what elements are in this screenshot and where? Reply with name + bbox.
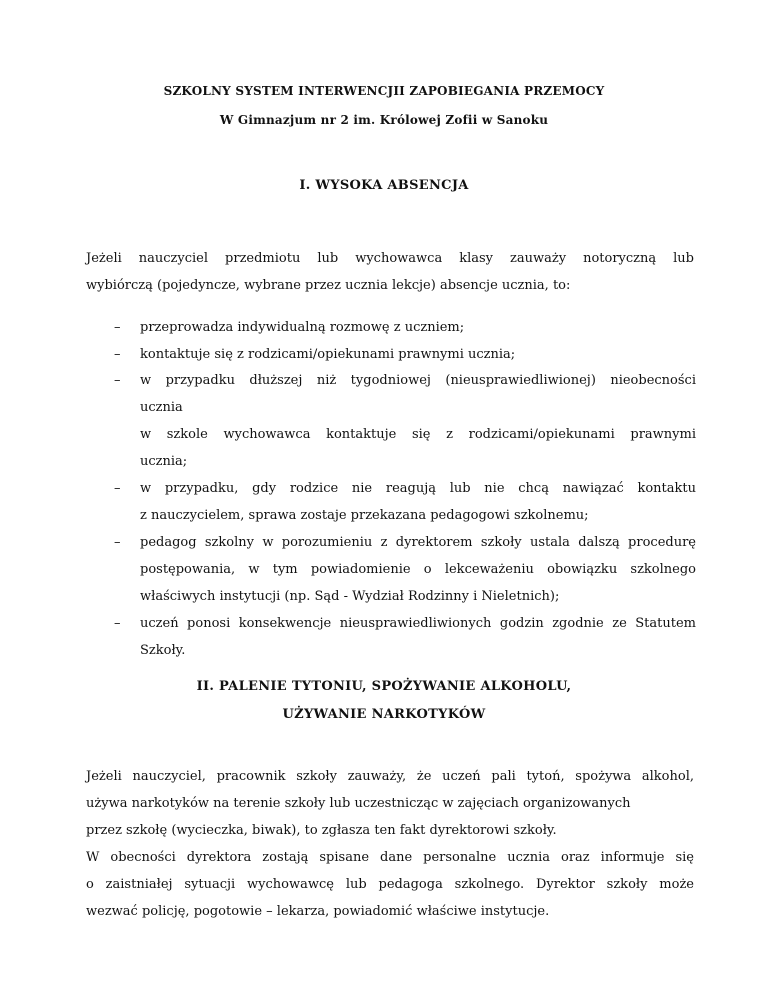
- list-item-text: w szkole wychowawca kontaktuje się z rodzicami/opiekunami prawnymi: [140, 427, 696, 442]
- body-line: wezwać policję, pogotowie – lekarza, powiadomić właściwe instytucje.: [86, 904, 550, 919]
- section-1-intro: [86, 245, 694, 299]
- body-line: Jeżeli nauczyciel, pracownik szkoły zauważy, że uczeń pali tytoń, spożywa alkohol,: [86, 769, 694, 784]
- list-item-text: z nauczycielem, sprawa zostaje przekazana pedagogowi szkolnemu;: [140, 508, 589, 523]
- list-item-text: w przypadku dłuższej niż tygodniowej (nieusprawiedliwionej) nieobecności: [140, 373, 696, 388]
- body-line: W obecności dyrektora zostają spisane dane personalne ucznia oraz informuje się: [86, 850, 694, 865]
- list-item-text: w przypadku, gdy rodzice nie reagują lub nie chcą nawiązać kontaktu: [140, 481, 696, 496]
- list-item-text: ucznia;: [140, 454, 188, 469]
- dash-bullet: –: [114, 481, 121, 496]
- intro-line: Jeżeli nauczyciel przedmiotu lub wychowawca klasy zauważy notoryczną lub: [86, 251, 694, 266]
- list-item-text: pedagog szkolny w porozumieniu z dyrektorem szkoły ustala dalszą procedurę: [140, 535, 696, 550]
- list-item-text: uczeń ponosi konsekwencje nieusprawiedliwionych godzin zgodnie ze Statutem: [140, 616, 696, 631]
- section-2-heading-line-1: II. PALENIE TYTONIU, SPOŻYWANIE ALKOHOLU,: [196, 679, 572, 694]
- list-item-text: właściwych instytucji (np. Sąd - Wydział Rodzinny i Nieletnich);: [140, 589, 560, 604]
- list-item-text: przeprowadza indywidualną rozmowę z uczniem;: [140, 320, 465, 335]
- list-item-text: Szkoły.: [140, 643, 186, 658]
- list-item-text: kontaktuje się z rodzicami/opiekunami prawnymi ucznia;: [140, 347, 516, 362]
- list-item-text: postępowania, w tym powiadomienie o lekceważeniu obowiązku szkolnego: [140, 562, 696, 577]
- dash-bullet: –: [114, 535, 121, 550]
- document-subtitle: W Gimnazjum nr 2 im. Królowej Zofii w Sanoku: [219, 113, 549, 127]
- section-2-heading-line-2: UŻYWANIE NARKOTYKÓW: [282, 707, 486, 722]
- dash-bullet: –: [114, 616, 121, 631]
- body-line: przez szkołę (wycieczka, biwak), to zgłasza ten fakt dyrektorowi szkoły.: [86, 823, 557, 838]
- section-2-body: [86, 763, 694, 925]
- body-line: o zaistniałej sytuacji wychowawcę lub pedagoga szkolnego. Dyrektor szkoły może: [86, 877, 694, 892]
- dash-bullet: –: [114, 320, 121, 335]
- dash-bullet: –: [114, 373, 121, 388]
- list-item-text: ucznia: [140, 400, 183, 415]
- dash-bullet: –: [114, 347, 121, 362]
- body-line: używa narkotyków na terenie szkoły lub uczestnicząc w zajęciach organizowanych: [86, 796, 631, 811]
- intro-line: wybiórczą (pojedyncze, wybrane przez ucznia lekcje) absencje ucznia, to:: [86, 278, 571, 293]
- section-1-heading: I. WYSOKA ABSENCJA: [299, 178, 469, 193]
- document-title: SZKOLNY SYSTEM INTERWENCJII ZAPOBIEGANIA PRZEMOCY: [163, 84, 605, 98]
